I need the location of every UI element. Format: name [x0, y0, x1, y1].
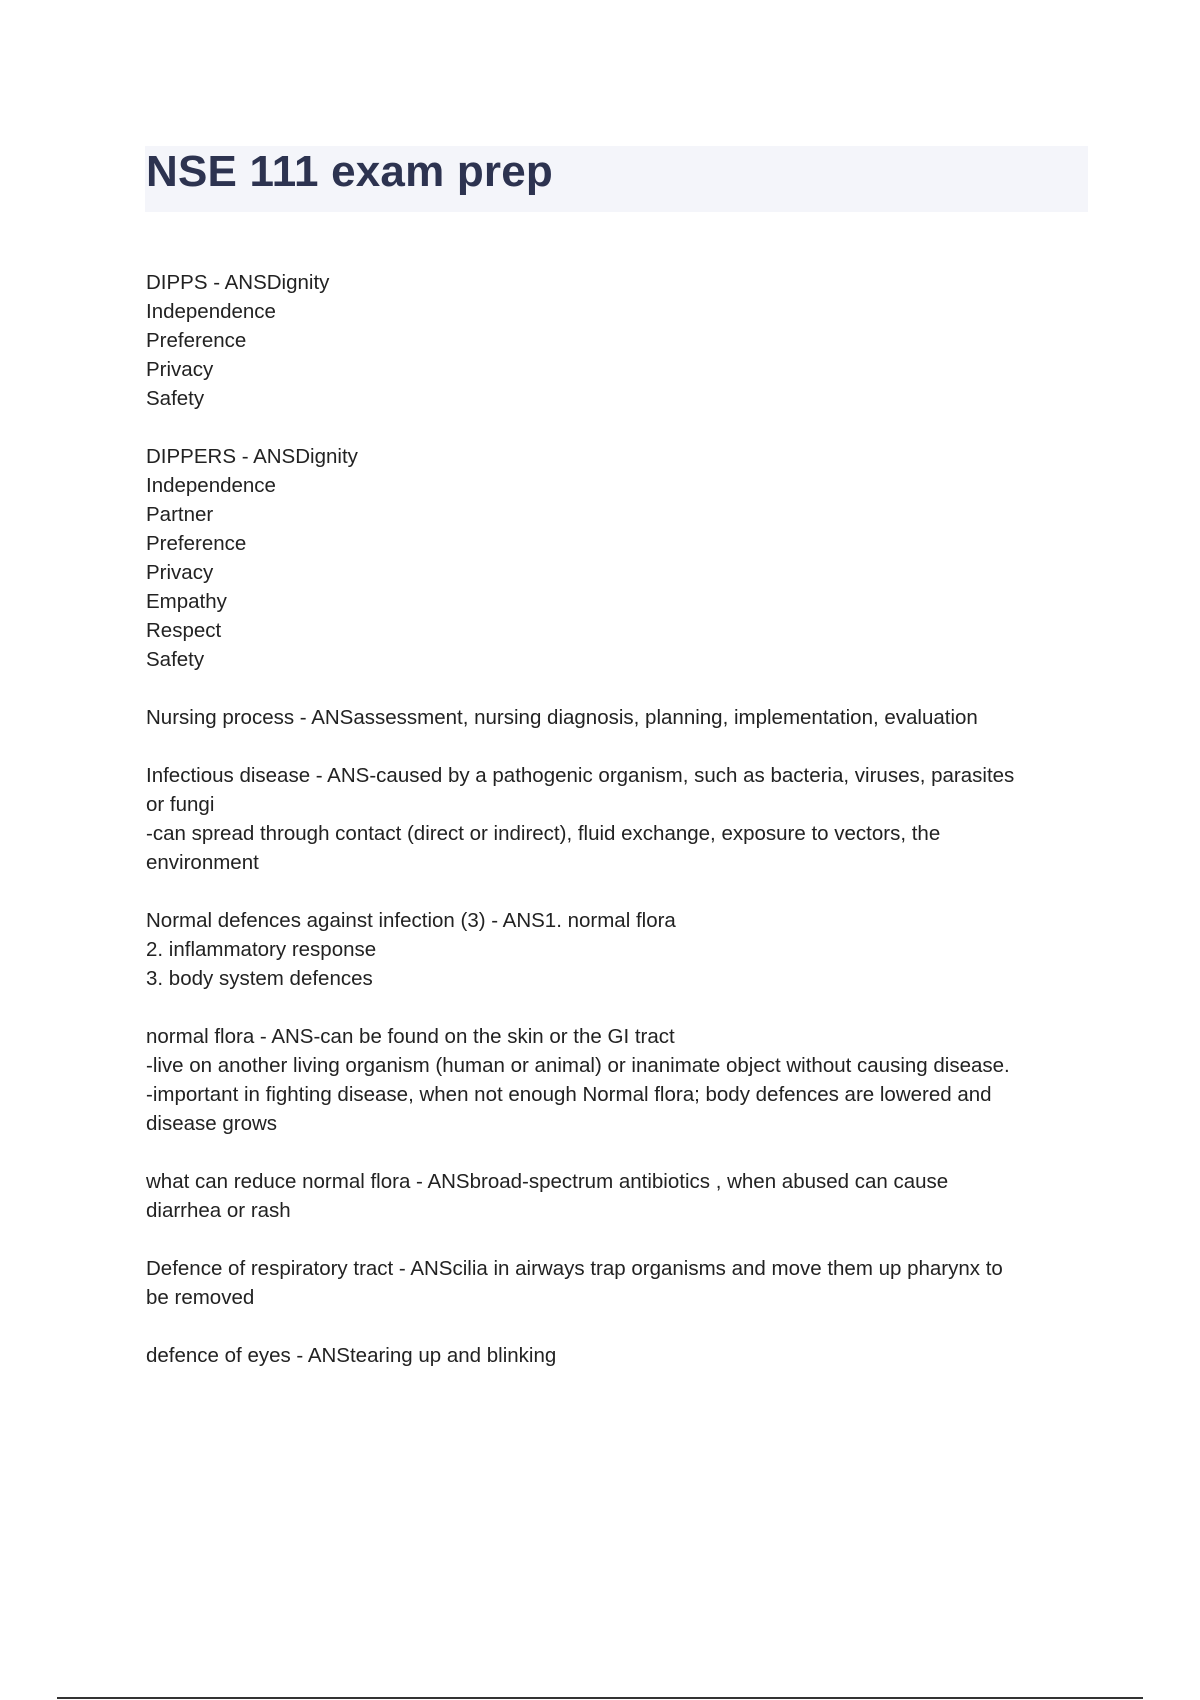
entry-text-line: environment [146, 851, 259, 874]
entry-text-line: Privacy [146, 561, 214, 584]
entry-text-line: Partner [146, 503, 214, 526]
flashcard-entry [146, 1341, 1091, 1370]
flashcard-entry [146, 703, 1091, 732]
entry-text-line: -important in fighting disease, when not enough Normal flora; body defences are lowered and [146, 1083, 992, 1106]
entry-text-line: Independence [146, 300, 276, 323]
entry-text-line: Safety [146, 648, 205, 671]
entry-text-line: Preference [146, 329, 247, 352]
entry-text-line: -can spread through contact (direct or indirect), fluid exchange, exposure to vectors, the [146, 822, 941, 845]
entry-text-line: defence of eyes - ANStearing up and blinking [146, 1344, 557, 1367]
entry-text-line: Preference [146, 532, 247, 555]
page-title: NSE 111 exam prep [146, 147, 553, 196]
entry-text-line: Privacy [146, 358, 214, 381]
entry-text-line: DIPPERS - ANSDignity [146, 445, 358, 468]
entry-text-line: Independence [146, 474, 276, 497]
entry-text-line: -live on another living organism (human or animal) or inanimate object without causing disease. [146, 1054, 1010, 1077]
flashcard-list [146, 268, 1091, 1399]
entry-text-line: Nursing process - ANSassessment, nursing diagnosis, planning, implementation, evaluation [146, 706, 978, 729]
footer-divider [57, 1697, 1143, 1699]
flashcard-entry [146, 1022, 1091, 1138]
entry-text-line: Empathy [146, 590, 227, 613]
entry-text-line: Normal defences against infection (3) - ANS1. normal flora [146, 909, 676, 932]
flashcard-entry [146, 761, 1091, 877]
entry-text-line: Infectious disease - ANS-caused by a pathogenic organism, such as bacteria, viruses, parasites [146, 764, 1015, 787]
entry-text-line: what can reduce normal flora - ANSbroad-spectrum antibiotics , when abused can cause [146, 1170, 949, 1193]
entry-text-line: 3. body system defences [146, 967, 373, 990]
entry-text-line: normal flora - ANS-can be found on the skin or the GI tract [146, 1025, 675, 1048]
flashcard-entry [146, 906, 1091, 993]
entry-text-line: be removed [146, 1286, 255, 1309]
entry-text-line: diarrhea or rash [146, 1199, 291, 1222]
entry-text-line: Safety [146, 387, 205, 410]
entry-text-line: 2. inflammatory response [146, 938, 377, 961]
flashcard-entry [146, 1254, 1091, 1312]
flashcard-entry [146, 268, 1091, 413]
flashcard-entry [146, 442, 1091, 674]
entry-text-line: disease grows [146, 1112, 278, 1135]
entry-text-line: DIPPS - ANSDignity [146, 271, 330, 294]
entry-text-line: or fungi [146, 793, 215, 816]
flashcard-entry [146, 1167, 1091, 1225]
entry-text-line: Defence of respiratory tract - ANScilia in airways trap organisms and move them up pharynx to [146, 1257, 1003, 1280]
entry-text-line: Respect [146, 619, 222, 642]
